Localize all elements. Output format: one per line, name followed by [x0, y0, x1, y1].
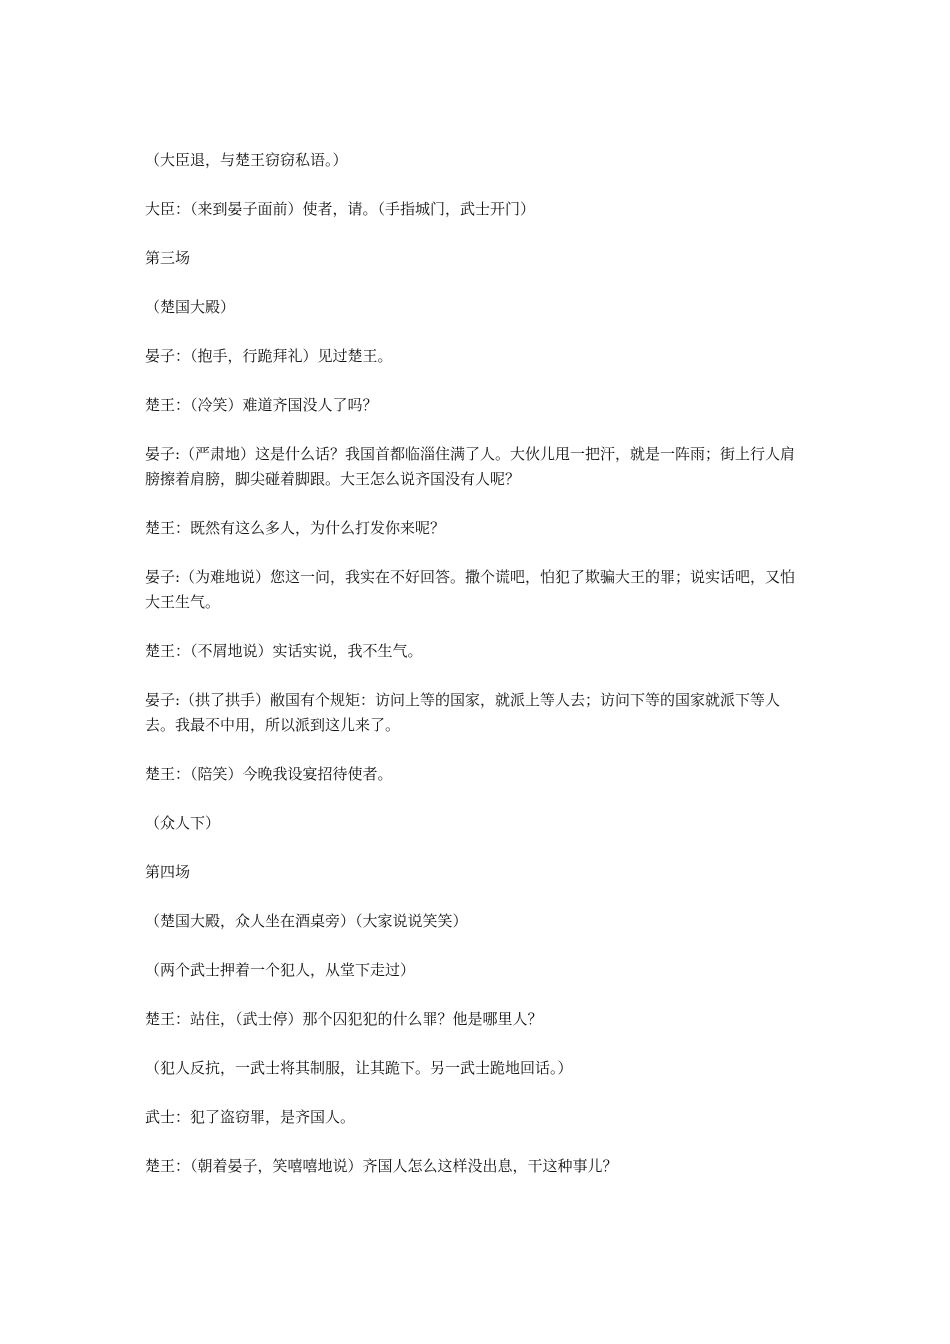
paragraph-dialogue: 楚王：既然有这么多人，为什么打发你来呢？	[145, 519, 446, 537]
document-body	[145, 148, 810, 1203]
paragraph-dialogue: 大臣：（来到晏子面前）使者，请。（手指城门，武士开门）	[145, 200, 536, 218]
paragraph-stage-direction: （楚国大殿，众人坐在酒桌旁）（大家说说笑笑）	[145, 912, 468, 930]
paragraph-stage-direction: （犯人反抗，一武士将其制服，让其跪下。另一武士跪地回话。）	[145, 1059, 573, 1077]
paragraph-stage-direction: （两个武士押着一个犯人，从堂下走过）	[145, 961, 416, 979]
paragraph-dialogue: 晏子:（拱了拱手）敝国有个规矩：访问上等的国家，就派上等人去；访问下等的国家就派下等人去。我最不中用，所以派到这儿来了。	[145, 691, 781, 734]
paragraph-dialogue: 楚王：（朝着晏子，笑嘻嘻地说）齐国人怎么这样没出息，干这种事儿？	[145, 1157, 618, 1175]
paragraph-dialogue: 晏子:（为难地说）您这一问，我实在不好回答。撒个谎吧，怕犯了欺骗大王的罪；说实话吧，又怕大王生气。	[145, 568, 796, 611]
paragraph-stage-direction: （楚国大殿）	[145, 298, 236, 316]
paragraph-stage-direction: （大臣退，与楚王窃窃私语。）	[145, 151, 348, 169]
scene-heading: 第四场	[145, 863, 191, 881]
paragraph-dialogue: 晏子:（严肃地）这是什么话？我国首都临淄住满了人。大伙儿甩一把汗，就是一阵雨；街上行人肩膀擦着肩膀，脚尖碰着脚跟。大王怎么说齐国没有人呢？	[145, 445, 796, 488]
paragraph-dialogue: 武士：犯了盗窃罪，是齐国人。	[145, 1108, 356, 1126]
scene-heading: 第三场	[145, 249, 191, 267]
paragraph-dialogue: 楚王：（不屑地说）实话实说，我不生气。	[145, 642, 423, 660]
paragraph-dialogue: 楚王：（陪笑）今晚我设宴招待使者。	[145, 765, 393, 783]
paragraph-dialogue: 楚王：站住，（武士停）那个囚犯犯的什么罪？他是哪里人？	[145, 1010, 543, 1028]
paragraph-dialogue: 晏子：（抱手，行跪拜礼）见过楚王。	[145, 347, 393, 365]
paragraph-stage-direction: （众人下）	[145, 814, 221, 832]
paragraph-dialogue: 楚王：（冷笑）难道齐国没人了吗？	[145, 396, 378, 414]
